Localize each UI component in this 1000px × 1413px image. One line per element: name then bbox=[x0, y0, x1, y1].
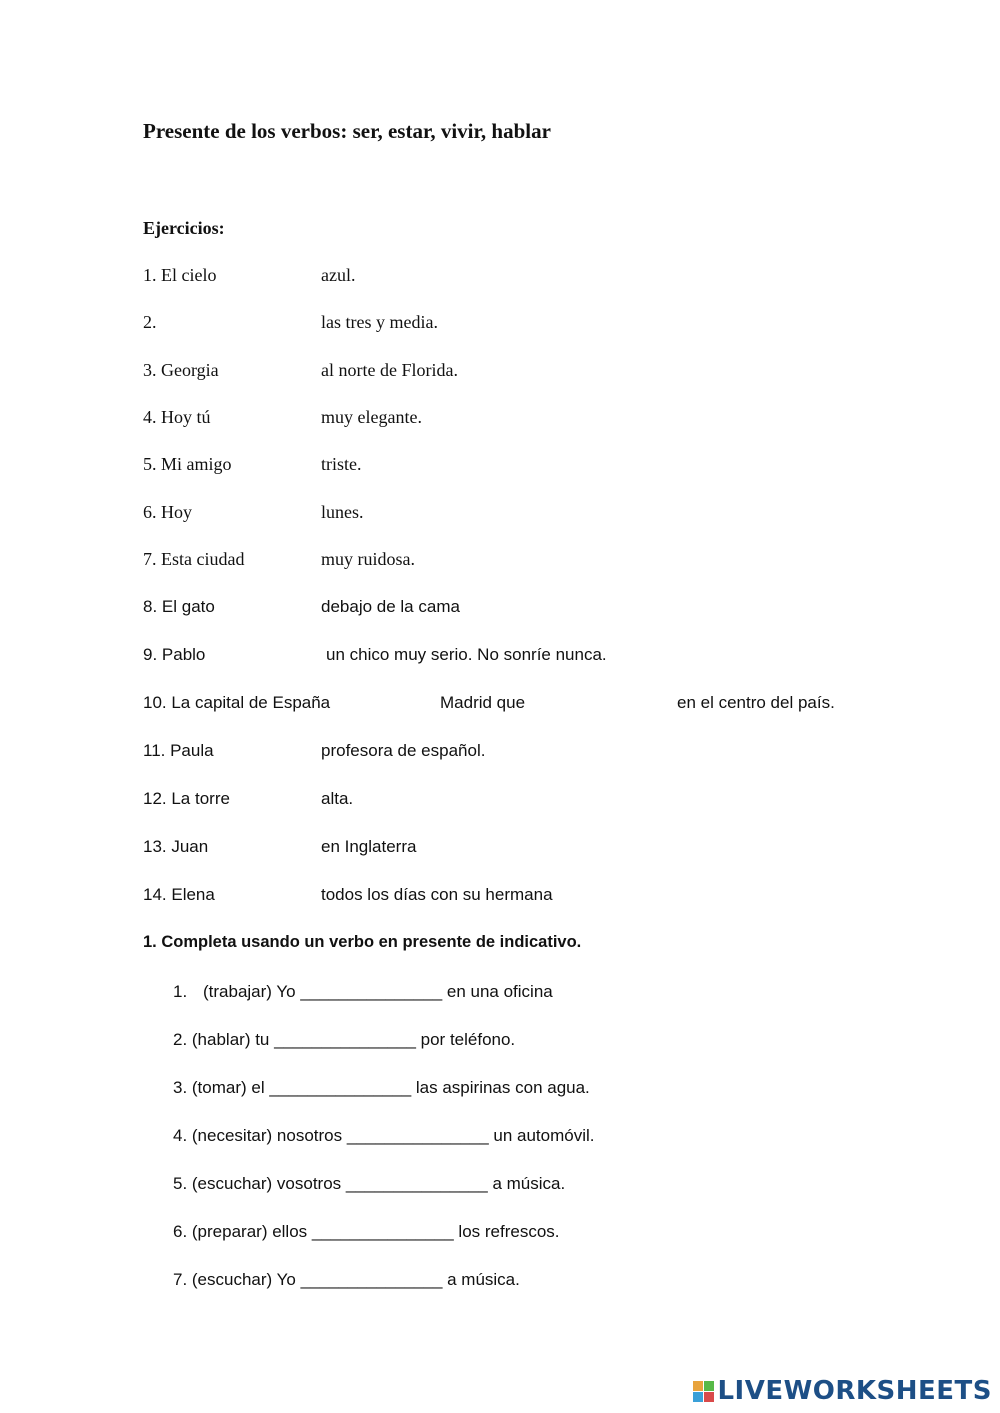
item-13-subject: 13. Juan bbox=[143, 837, 209, 856]
item-5-predicate: triste. bbox=[321, 454, 362, 474]
item-9-subject: 9. Pablo bbox=[143, 645, 206, 664]
page-title: Presente de los verbos: ser, estar, vivir, hablar bbox=[143, 119, 551, 143]
item-10-predicate-2: en el centro del país. bbox=[677, 693, 835, 712]
item-13-predicate: en Inglaterra bbox=[321, 837, 417, 856]
item-11-subject: 11. Paula bbox=[143, 741, 214, 760]
item-4-predicate: muy elegante. bbox=[321, 407, 422, 427]
logo-square-v bbox=[693, 1392, 703, 1402]
item-3-subject: 3. Georgia bbox=[143, 360, 219, 380]
item-14-subject: 14. Elena bbox=[143, 885, 215, 904]
item-10-predicate: Madrid que bbox=[440, 693, 526, 712]
section-heading: Ejercicios: bbox=[143, 218, 225, 238]
liveworksheets-logo bbox=[693, 1376, 992, 1406]
item-6-subject: 6. Hoy bbox=[143, 502, 192, 522]
exercise-7-text: 7. (escuchar) Yo _______________ a música. bbox=[173, 1270, 520, 1289]
item-14-predicate: todos los días con su hermana bbox=[321, 885, 553, 904]
item-12-subject: 12. La torre bbox=[143, 789, 230, 808]
item-10-subject: 10. La capital de España bbox=[143, 693, 331, 712]
item-2-subject: 2. bbox=[143, 312, 157, 332]
exercise-2-text: 2. (hablar) tu _______________ por teléfono. bbox=[173, 1030, 516, 1049]
exercise-instruction: 1. Completa usando un verbo en presente de indicativo. bbox=[143, 933, 582, 951]
item-1-predicate: azul. bbox=[321, 265, 356, 285]
item-12-predicate: alta. bbox=[321, 789, 354, 808]
logo-text: LIVEWORKSHEETS bbox=[717, 1376, 992, 1406]
item-7-predicate: muy ruidosa. bbox=[321, 549, 415, 569]
item-4-subject: 4. Hoy tú bbox=[143, 407, 211, 427]
item-6-predicate: lunes. bbox=[321, 502, 364, 522]
logo-square-i bbox=[704, 1381, 714, 1391]
item-9-predicate: un chico muy serio. No sonríe nunca. bbox=[326, 645, 607, 664]
item-8-predicate: debajo de la cama bbox=[321, 597, 460, 616]
logo-square-l bbox=[693, 1381, 703, 1391]
item-11-predicate: profesora de español. bbox=[321, 741, 486, 760]
item-8-subject: 8. El gato bbox=[143, 597, 215, 616]
item-7-subject: 7. Esta ciudad bbox=[143, 549, 245, 569]
logo-square-e bbox=[704, 1392, 714, 1402]
item-1-subject: 1. El cielo bbox=[143, 265, 217, 285]
exercise-1-number: 1. bbox=[173, 982, 188, 1001]
exercise-3-text: 3. (tomar) el _______________ las aspirinas con agua. bbox=[173, 1078, 590, 1097]
exercise-4-text: 4. (necesitar) nosotros _______________ un automóvil. bbox=[173, 1126, 595, 1145]
item-5-subject: 5. Mi amigo bbox=[143, 454, 232, 474]
exercise-1-text: (trabajar) Yo _______________ en una oficina bbox=[203, 982, 553, 1001]
item-2-predicate: las tres y media. bbox=[321, 312, 438, 332]
item-3-predicate: al norte de Florida. bbox=[321, 360, 458, 380]
logo-mark-icon bbox=[693, 1381, 714, 1402]
exercise-5-text: 5. (escuchar) vosotros _______________ a música. bbox=[173, 1174, 566, 1193]
exercise-6-text: 6. (preparar) ellos _______________ los refrescos. bbox=[173, 1222, 560, 1241]
